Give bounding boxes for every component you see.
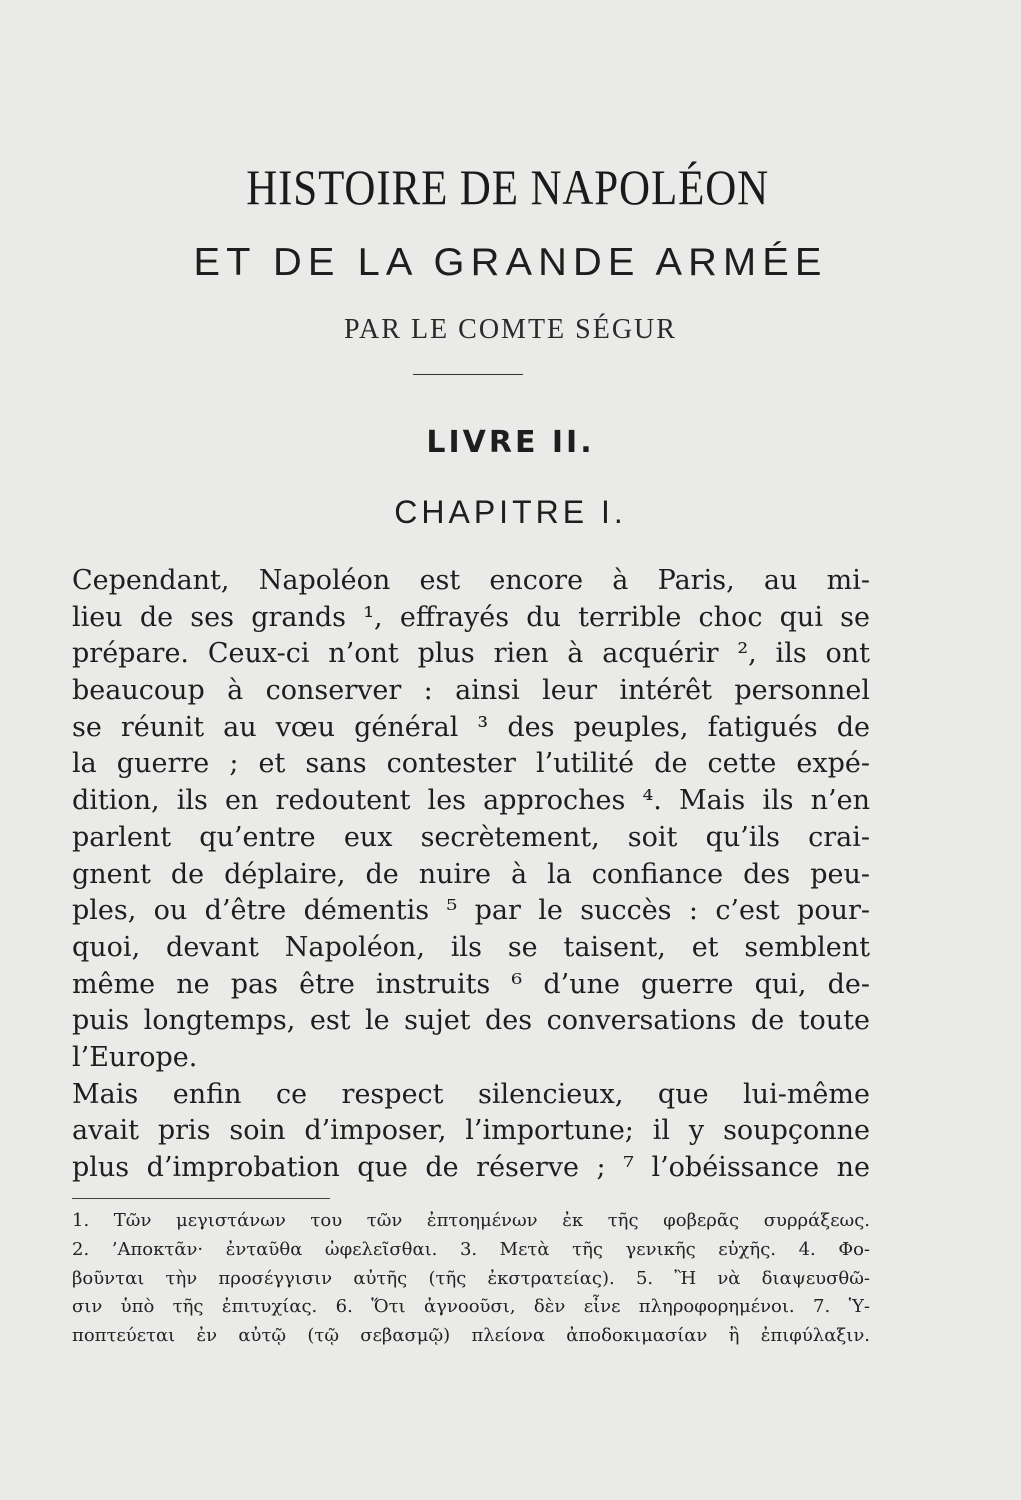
text-line: gnent de déplaire, de nuire à la confiance des peu- [72, 858, 870, 890]
footnote-divider [72, 1198, 330, 1199]
author-line: PAR LE COMTE SÉGUR [344, 314, 677, 345]
footnote-line: 2. ’Αποκτᾶν· ἐνταῦθα ὠφελεῖσθαι. 3. Μετὰ τῆς γενικῆς εὐχῆς. 4. Φο- [72, 1238, 870, 1260]
footnote-line: σιν ὑπὸ τῆς ἐπιτυχίας. 6. Ὅτι ἀγνοοῦσι, δὲν εἶνε πληροφορημένοι. 7. Ὑ- [72, 1296, 870, 1318]
page-title: HISTOIRE DE NAPOLÉON [246, 159, 770, 215]
text-line: prépare. Ceux-ci n’ont plus rien à acquérir ², ils ont [72, 638, 870, 670]
text-line: Mais enfin ce respect silencieux, que lui-même [72, 1078, 870, 1110]
text-line: lieu de ses grands ¹, effrayés du terrible choc qui se [72, 601, 870, 633]
text-line: la guerre ; et sans contester l’utilité de cette expé- [72, 748, 870, 780]
text-line: dition, ils en redoutent les approches ⁴. Mais ils n’en [72, 785, 870, 817]
text-line: se réunit au vœu général ³ des peuples, fatigués de [72, 711, 870, 743]
text-line: plus d’improbation que de réserve ; ⁷ l’obéissance ne [72, 1152, 870, 1183]
text-line: l’Europe. [72, 1041, 198, 1073]
page-subtitle: ET DE LA GRANDE ARMÉE [193, 241, 828, 284]
text-line: avait pris soin d’imposer, l’importune; il y soupçonne [72, 1115, 870, 1147]
footnote-line: ποπτεύεται ἐν αὐτῷ (τῷ σεβασμῷ) πλείονα ἀποδοκιμασίαν ἢ ἐπιφύλαξιν. [72, 1325, 870, 1347]
book-heading: LIVRE II. [426, 425, 595, 460]
text-line: parlent qu’entre eux secrètement, soit qu’ils crai- [72, 821, 870, 853]
body-text [72, 563, 870, 1187]
chapter-heading: CHAPITRE I. [394, 494, 627, 530]
text-line: ples, ou d’être démentis ⁵ par le succès : c’est pour- [72, 895, 870, 927]
text-line: quoi, devant Napoléon, ils se taisent, et semblent [72, 931, 870, 963]
text-line: puis longtemps, est le sujet des conversations de toute [72, 1005, 870, 1037]
text-line: Cependant, Napoléon est encore à Paris, au mi- [72, 565, 870, 596]
title-divider [413, 374, 523, 375]
text-line: même ne pas être instruits ⁶ d’une guerre qui, de- [72, 968, 870, 1000]
footnote-line: 1. Τῶν μεγιστάνων του τῶν ἐπτοημένων ἐκ τῆς φοβερᾶς συρράξεως. [72, 1210, 870, 1231]
text-line: beaucoup à conserver : ainsi leur intérêt personnel [72, 675, 870, 707]
footnotes [72, 1207, 870, 1351]
footnote-line: βοῦνται τὴν προσέγγισιν αὐτῆς (τῆς ἐκστρατείας). 5. Ἢ νὰ διαψευσθῶ- [72, 1267, 870, 1289]
